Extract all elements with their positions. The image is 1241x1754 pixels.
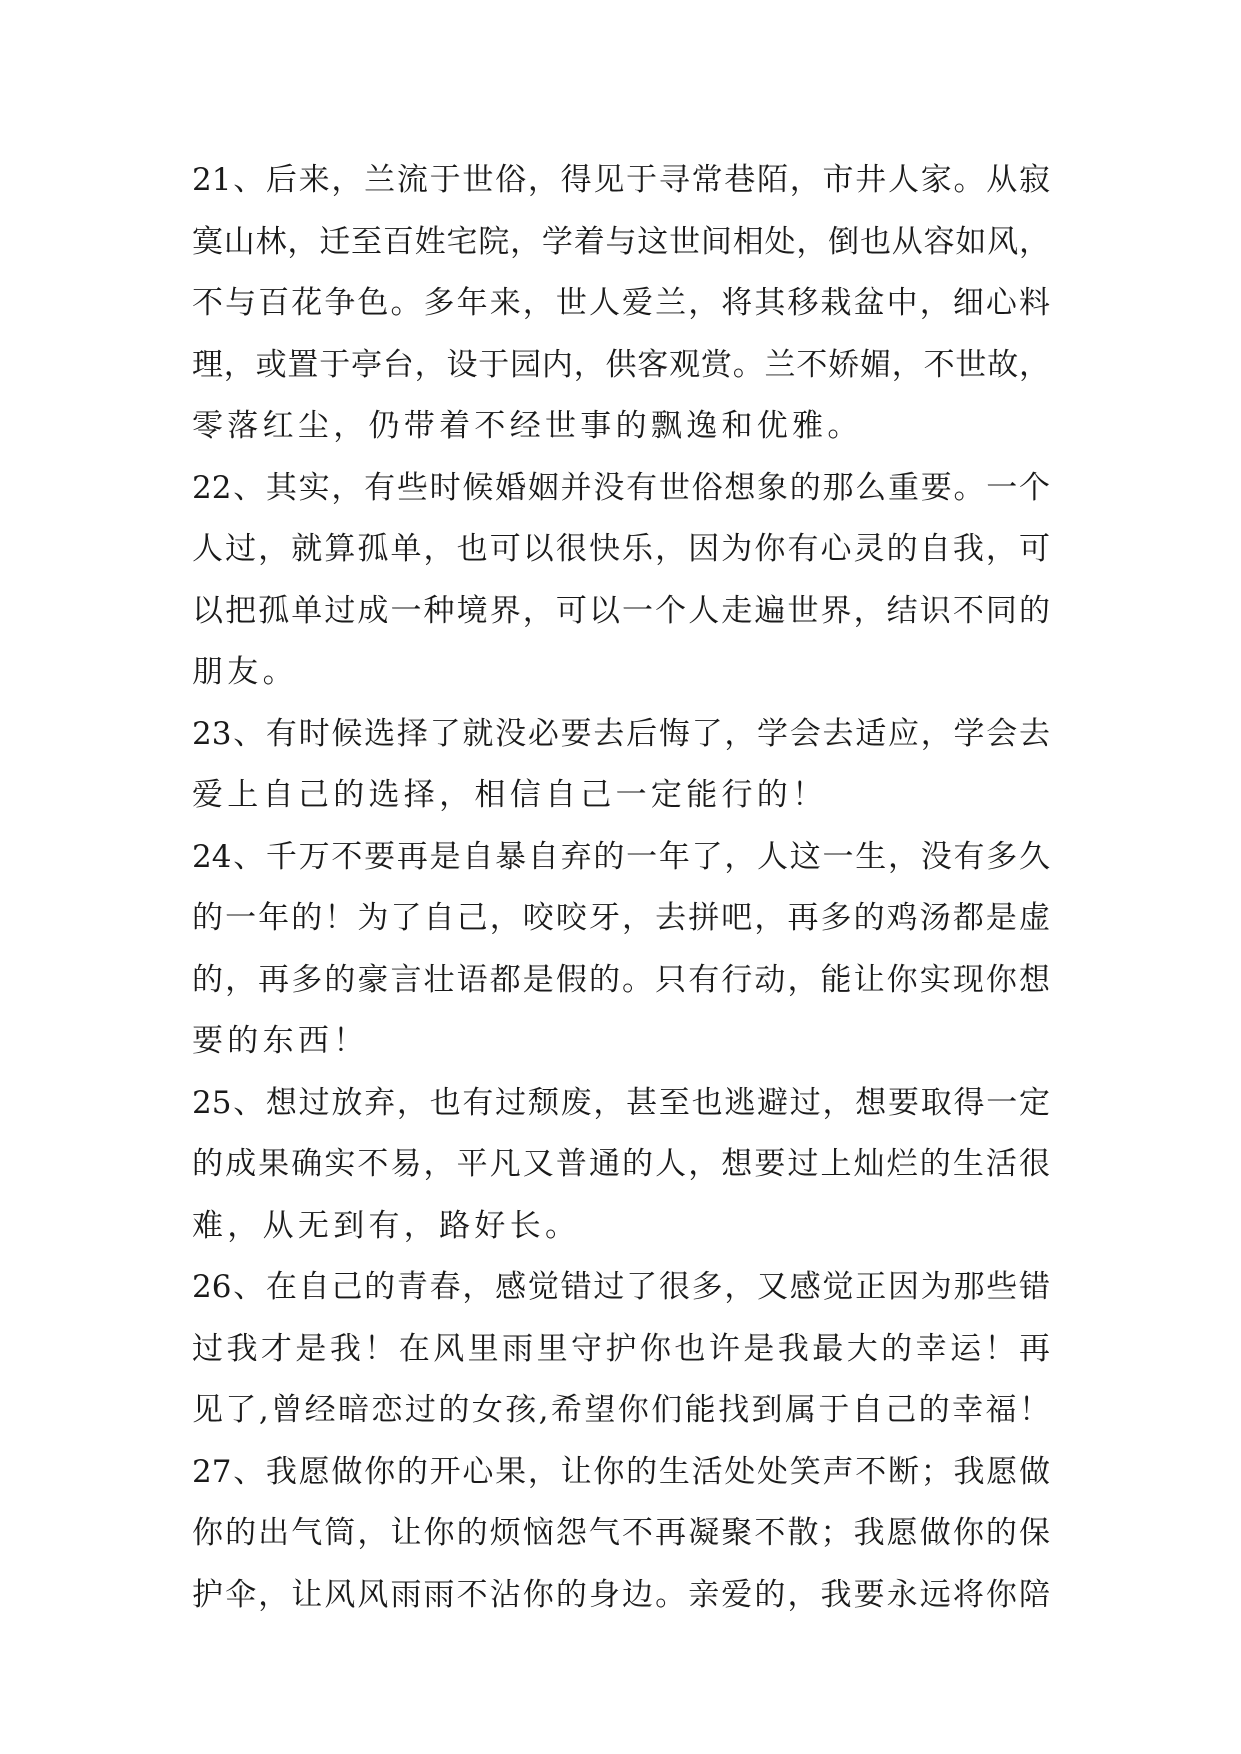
text-line: 的成果确实不易，平凡又普通的人，想要过上灿烂的生活很 bbox=[192, 1146, 1050, 1182]
text-line: 21、后来，兰流于世俗，得见于寻常巷陌，市井人家。从寂 bbox=[192, 162, 1050, 198]
text-line: 以把孤单过成一种境界，可以一个人走遍世界，结识不同的 bbox=[192, 592, 1050, 629]
text-line: 难，从无到有，路好长。 bbox=[192, 1207, 581, 1244]
text-line: 护伞，让风风雨雨不沾你的身边。亲爱的，我要永远将你陪 bbox=[192, 1576, 1050, 1613]
text-line: 朋友。 bbox=[192, 654, 298, 690]
text-line: 零落红尘，仍带着不经世事的飘逸和优雅。 bbox=[192, 408, 863, 444]
text-line: 要的东西！ bbox=[192, 1023, 369, 1059]
text-line: 26、在自己的青春，感觉错过了很多，又感觉正因为那些错 bbox=[192, 1269, 1050, 1305]
paragraph-27 bbox=[192, 1442, 1050, 1627]
text-line: 人过，就算孤单，也可以很快乐，因为你有心灵的自我，可 bbox=[192, 531, 1050, 567]
paragraph-25 bbox=[192, 1073, 1050, 1258]
paragraph-26 bbox=[192, 1257, 1050, 1442]
paragraph-21 bbox=[192, 150, 1050, 458]
paragraph-23 bbox=[192, 704, 1050, 827]
paragraph-24 bbox=[192, 827, 1050, 1073]
text-line: 爱上自己的选择，相信自己一定能行的！ bbox=[192, 777, 828, 813]
paragraph-22 bbox=[192, 458, 1050, 704]
text-line: 的，再多的豪言壮语都是假的。只有行动，能让你实现你想 bbox=[192, 961, 1050, 998]
text-line: 24、千万不要再是自暴自弃的一年了，人这一生，没有多久 bbox=[192, 838, 1050, 875]
text-line: 理，或置于亭台，设于园内，供客观赏。兰不娇媚，不世故， bbox=[192, 346, 1050, 383]
text-line: 寞山林，迁至百姓宅院，学着与这世间相处，倒也从容如风， bbox=[192, 223, 1050, 260]
document-body bbox=[192, 150, 1050, 1626]
text-line: 过我才是我！在风里雨里守护你也许是我最大的幸运！再 bbox=[192, 1330, 1050, 1367]
text-line: 23、有时候选择了就没必要去后悔了，学会去适应，学会去 bbox=[192, 715, 1050, 752]
text-line: 27、我愿做你的开心果，让你的生活处处笑声不断；我愿做 bbox=[192, 1453, 1050, 1490]
text-line: 25、想过放弃，也有过颓废，甚至也逃避过，想要取得一定 bbox=[192, 1084, 1050, 1121]
text-line: 见了,曾经暗恋过的女孩,希望你们能找到属于自己的幸福！ bbox=[192, 1392, 1050, 1428]
text-line: 22、其实，有些时候婚姻并没有世俗想象的那么重要。一个 bbox=[192, 469, 1050, 506]
text-line: 的一年的！为了自己，咬咬牙，去拼吧，再多的鸡汤都是虚 bbox=[192, 900, 1050, 936]
text-line: 不与百花争色。多年来，世人爱兰，将其移栽盆中，细心料 bbox=[192, 285, 1050, 321]
text-line: 你的出气筒，让你的烦恼怨气不再凝聚不散；我愿做你的保 bbox=[192, 1515, 1050, 1551]
